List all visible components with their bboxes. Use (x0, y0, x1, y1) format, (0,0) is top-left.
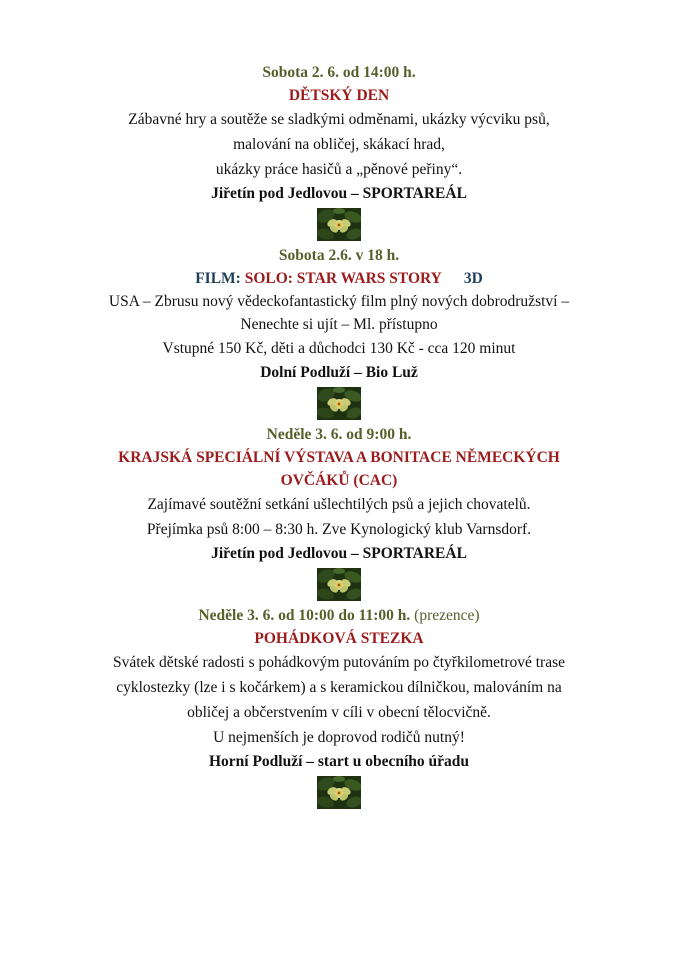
event-title: DĚTSKÝ DEN (288, 87, 390, 104)
divider (0, 205, 678, 244)
event-program (0, 61, 678, 812)
event-place: Horní Podluží – start u obecního úřadu (208, 753, 470, 770)
event-date (0, 604, 678, 627)
event-title-line: KRAJSKÁ SPECIÁLNÍ VÝSTAVA A BONITACE NĚMECKÝCH (118, 449, 560, 466)
event-date-note: (prezence) (414, 607, 480, 624)
film-label: FILM: (195, 270, 245, 287)
event-place: Jiřetín pod Jedlovou – SPORTAREÁL (211, 545, 467, 562)
event-date-text: Neděle 3. 6. od 10:00 do 11:00 h. (198, 607, 411, 624)
event-place: Dolní Podluží – Bio Luž (260, 364, 418, 381)
event-description-line: Nenechte si ujít – Ml. přístupno (240, 316, 438, 333)
event-pohadkova-stezka (0, 604, 678, 773)
event-title-line: OVČÁKŮ (CAC) (280, 472, 398, 489)
divider (0, 773, 678, 812)
flower-icon (317, 568, 361, 601)
event-film (0, 244, 678, 384)
event-description-line: Vstupné 150 Kč, děti a důchodci 130 Kč - cca 120 minut (162, 340, 516, 357)
event-detsky-den (0, 61, 678, 205)
event-description-line: Svátek dětské radosti s pohádkovým putováním po čtyřkilometrové trase (113, 654, 565, 671)
event-title (0, 267, 678, 290)
flower-icon (317, 776, 361, 809)
event-description-line: obličej a občerstvením v cíli v obecní tělocvičně. (187, 704, 491, 721)
event-date: Sobota 2.6. v 18 h. (278, 247, 400, 264)
event-title: POHÁDKOVÁ STEZKA (254, 630, 424, 647)
event-date: Neděle 3. 6. od 9:00 h. (266, 426, 412, 443)
event-description-line: ukázky práce hasičů a „pěnové peřiny“. (215, 161, 463, 178)
film-format: 3D (463, 270, 483, 287)
event-description-line: Zajímavé soutěžní setkání ušlechtilých psů a jejich chovatelů. (147, 496, 531, 513)
divider (0, 565, 678, 604)
divider (0, 384, 678, 423)
event-description-line: USA – Zbrusu nový vědeckofantastický film plný nových dobrodružství – (108, 293, 570, 310)
event-description-line: cyklostezky (lze i s kočárkem) a s keramickou dílničkou, malováním na (116, 679, 562, 696)
event-place: Jiřetín pod Jedlovou – SPORTAREÁL (211, 185, 467, 202)
event-dog-show (0, 423, 678, 565)
event-description-line: U nejmenších je doprovod rodičů nutný! (213, 729, 465, 746)
event-date: Sobota 2. 6. od 14:00 h. (262, 64, 416, 81)
event-description-line: Přejímka psů 8:00 – 8:30 h. Zve Kynologický klub Varnsdorf. (146, 521, 532, 538)
film-name: SOLO: STAR WARS STORY (244, 270, 442, 287)
event-description-line: malování na obličej, skákací hrad, (233, 136, 445, 153)
flower-icon (317, 208, 361, 241)
event-description-line: Zábavné hry a soutěže se sladkými odměnami, ukázky výcviku psů, (128, 111, 550, 128)
flower-icon (317, 387, 361, 420)
